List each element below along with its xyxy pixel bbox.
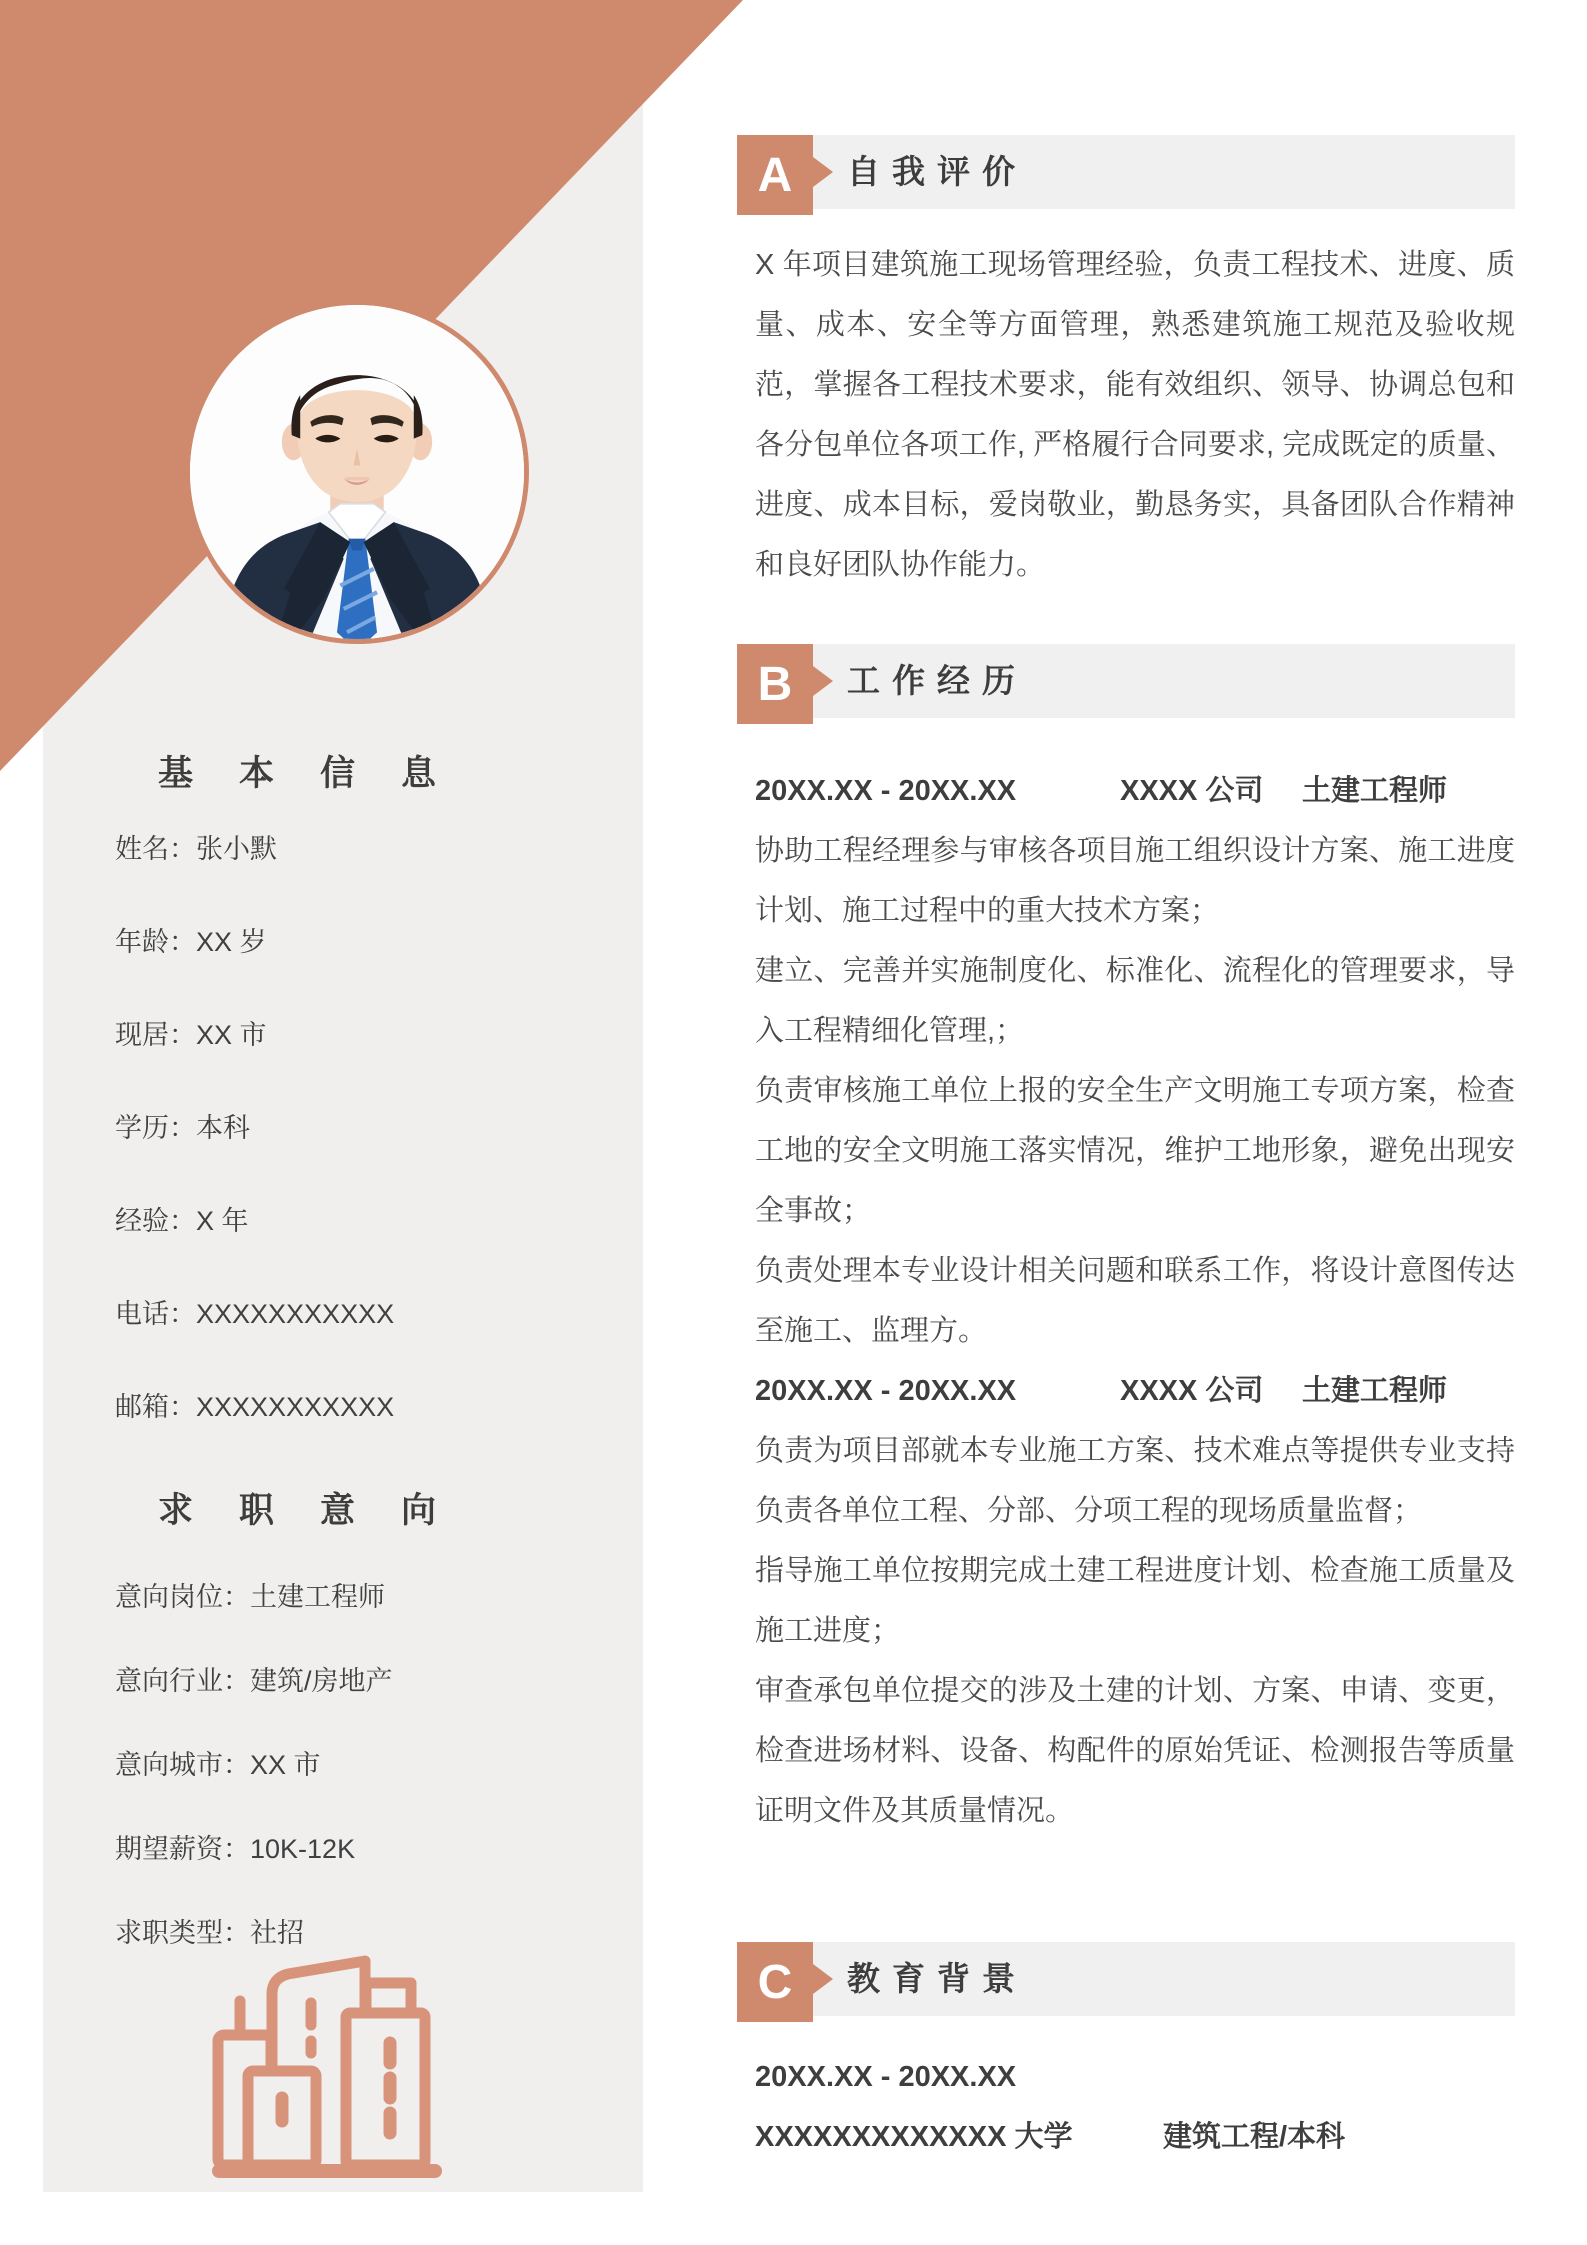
duty-item: 负责审核施工单位上报的安全生产文明施工专项方案，检查工地的安全文明施工落实情况，维护工地形象，避免出现安全事故； (755, 1075, 1515, 1227)
arrow-right-icon (813, 1964, 833, 1994)
education-major: 建筑工程/本科 (1163, 2121, 1346, 2153)
info-label: 期望薪资： (115, 1834, 250, 1864)
duty-item: 审查承包单位提交的涉及土建的计划、方案、申请、变更，检查进场材料、设备、构配件的原始凭证、检测报告等质量证明文件及其质量情况。 (755, 1675, 1515, 1827)
self-evaluation-text: X 年项目建筑施工现场管理经验，负责工程技术、进度、质量、成本、安全等方面管理，熟悉建筑施工规范及验收规范，掌握各工程技术要求，能有效组织、领导、协调总包和各分包单位各项工作, 严格履行合同要求, 完成既定的质量、进度、成本目标，爱岗敬业，勤恳务实，具备团队合作精神和良好团队协作能力。 (755, 249, 1515, 581)
arrow-right-icon (813, 666, 833, 696)
job-intention-title: 求职意向 (157, 1491, 482, 1530)
info-value: XX 市 (250, 1750, 321, 1780)
job-role: 土建工程师 (1302, 1375, 1448, 1407)
info-label: 电话： (115, 1299, 196, 1329)
intent-row-city (115, 1745, 585, 1785)
job1-header (755, 761, 1515, 821)
section-letter-badge: A (737, 135, 813, 215)
intent-row-salary (115, 1829, 585, 1869)
intent-row-type (115, 1913, 585, 1953)
section-letter-badge: C (737, 1942, 813, 2022)
duty-item: 协助工程经理参与审核各项目施工组织设计方案、施工进度计划、施工过程中的重大技术方案； (755, 835, 1515, 927)
duty-item: 负责处理本专业设计相关问题和联系工作，将设计意图传达至施工、监理方。 (755, 1255, 1515, 1347)
section-header-self-evaluation (737, 135, 1515, 209)
section-letter-badge: B (737, 644, 813, 724)
buildings-icon (210, 1952, 444, 2182)
info-row-city (115, 1015, 585, 1055)
info-value: 张小默 (196, 834, 277, 864)
info-row-phone (115, 1294, 585, 1334)
info-label: 年龄： (115, 927, 196, 957)
portrait-illustration (190, 305, 524, 639)
section-title: 自我评价 (847, 153, 1027, 190)
duty-item: 指导施工单位按期完成土建工程进度计划、检查施工质量及施工进度； (755, 1555, 1515, 1647)
info-label: 意向行业： (115, 1666, 250, 1696)
info-row-age (115, 922, 585, 962)
info-value: 10K-12K (250, 1834, 356, 1864)
job-company: XXXX 公司 (1120, 775, 1264, 807)
intent-row-position (115, 1577, 585, 1617)
info-value: X 年 (196, 1206, 249, 1236)
section-header-work-experience (737, 644, 1515, 718)
info-label: 意向岗位： (115, 1582, 250, 1612)
avatar (185, 300, 529, 644)
info-label: 学历： (115, 1113, 196, 1143)
job-role: 土建工程师 (1302, 775, 1448, 807)
info-row-degree (115, 1108, 585, 1148)
job1-duties (755, 821, 1515, 1361)
info-label: 求职类型： (115, 1918, 250, 1948)
education-period: 20XX.XX - 20XX.XX (755, 2061, 1017, 2093)
arrow-right-icon (813, 157, 833, 187)
info-label: 邮箱： (115, 1392, 196, 1422)
info-value: XXXXXXXXXXX (196, 1299, 395, 1329)
info-value: 土建工程师 (250, 1582, 385, 1612)
section-title: 教育背景 (847, 1960, 1027, 1997)
info-value: XX 岁 (196, 927, 267, 957)
info-label: 意向城市： (115, 1750, 250, 1780)
basic-info-title: 基本信息 (157, 754, 482, 793)
info-value: 社招 (250, 1918, 304, 1948)
education-period-row (755, 2047, 1515, 2107)
info-label: 经验： (115, 1206, 196, 1236)
section-title: 工作经历 (847, 662, 1027, 699)
info-value: XX 市 (196, 1020, 267, 1050)
info-row-email (115, 1387, 585, 1427)
education-school-row (755, 2107, 1515, 2167)
intent-row-industry (115, 1661, 585, 1701)
education-school: XXXXXXXXXXXXX 大学 (755, 2121, 1073, 2153)
info-value: XXXXXXXXXXX (196, 1392, 395, 1422)
job-period: 20XX.XX - 20XX.XX (755, 1375, 1017, 1407)
info-value: 建筑/房地产 (250, 1666, 393, 1696)
job-company: XXXX 公司 (1120, 1375, 1264, 1407)
section-header-education (737, 1942, 1515, 2016)
info-value: 本科 (196, 1113, 250, 1143)
job-period: 20XX.XX - 20XX.XX (755, 775, 1017, 807)
info-row-experience (115, 1201, 585, 1241)
duty-item: 建立、完善并实施制度化、标准化、流程化的管理要求，导入工程精细化管理,； (755, 955, 1515, 1047)
job2-header (755, 1361, 1515, 1421)
duty-item: 负责为项目部就本专业施工方案、技术难点等提供专业支持负责各单位工程、分部、分项工程的现场质量监督； (755, 1435, 1515, 1527)
info-label: 现居： (115, 1020, 196, 1050)
info-row-name (115, 829, 585, 869)
info-label: 姓名： (115, 834, 196, 864)
job2-duties (755, 1421, 1515, 1841)
